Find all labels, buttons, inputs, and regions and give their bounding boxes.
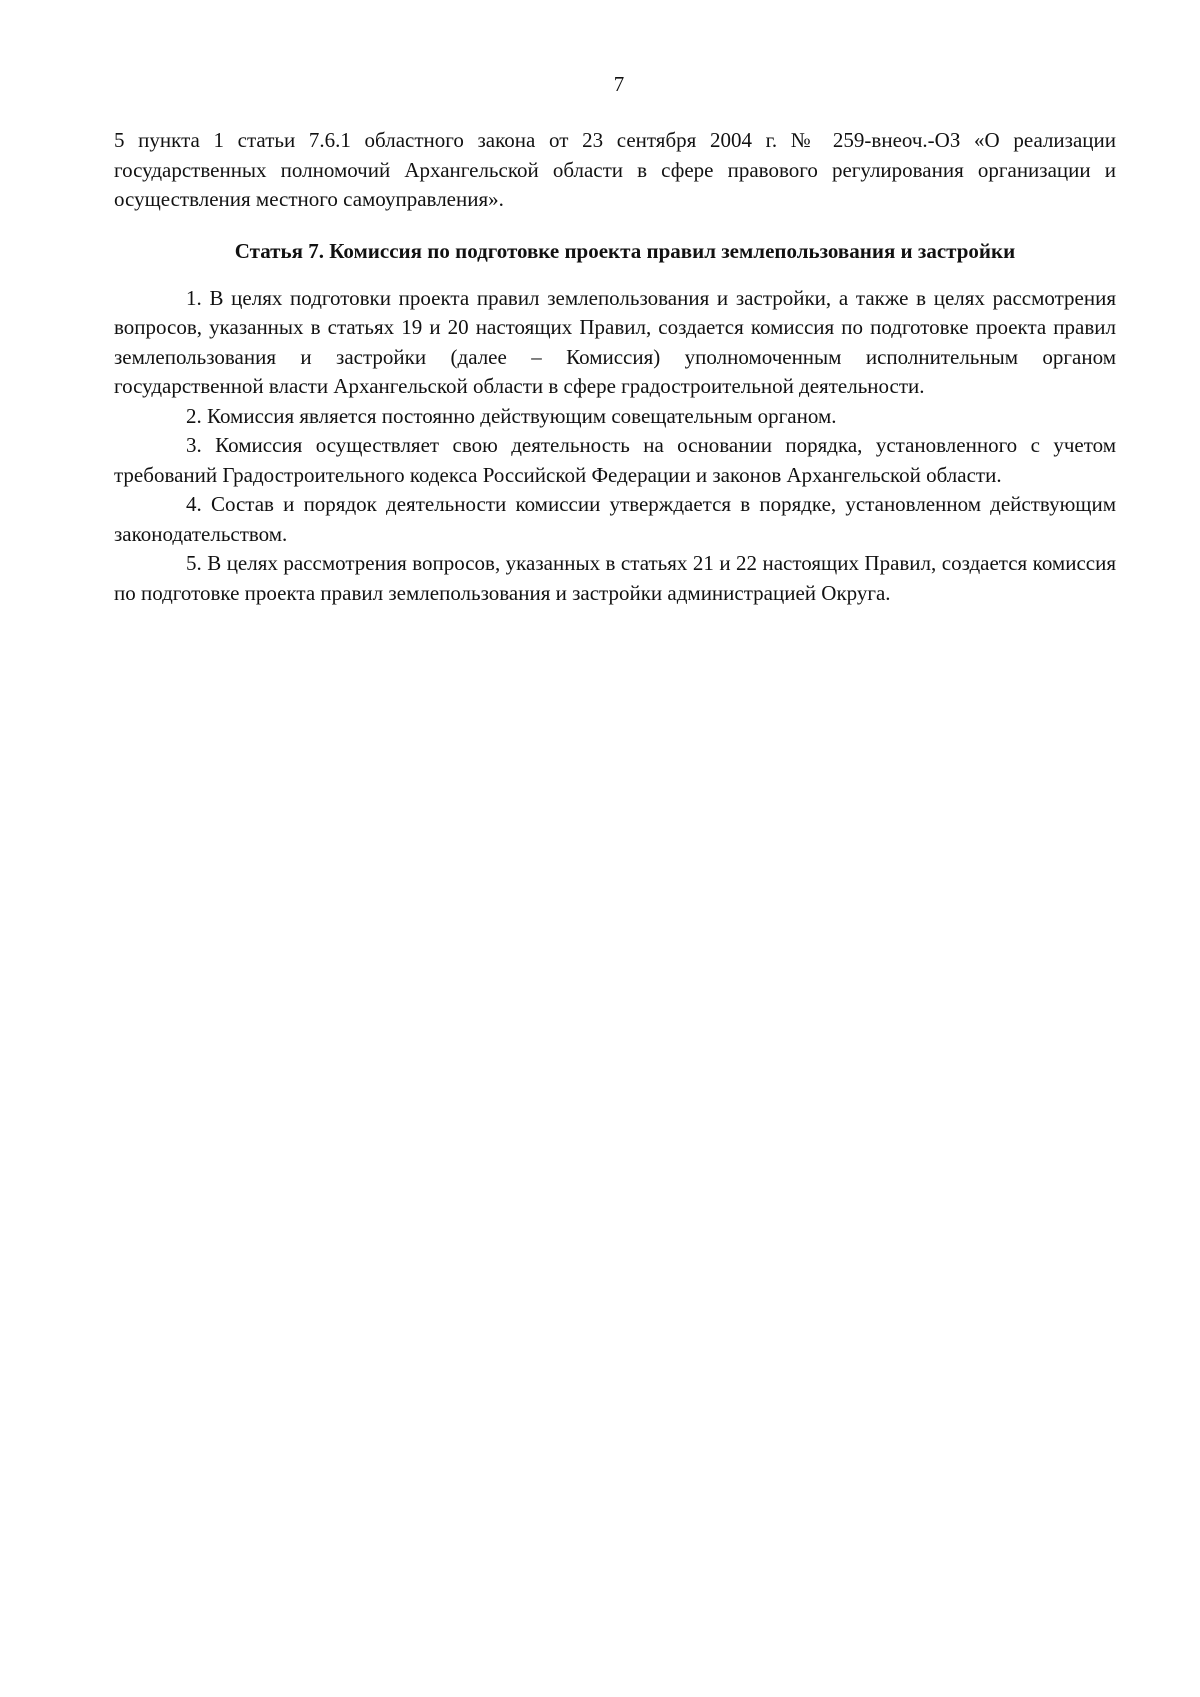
paragraph-4: 4. Состав и порядок деятельности комиссии утверждается в порядке, установленном действующим законодательством.: [114, 492, 1116, 546]
paragraph-5: 5. В целях рассмотрения вопросов, указанных в статьях 21 и 22 настоящих Правил, создается комиссия по подготовке проекта правил землепользования и застройки администрацией Округа.: [114, 551, 1116, 605]
paragraph-2: 2. Комиссия является постоянно действующим совещательным органом.: [186, 403, 837, 428]
page-number: 7: [613, 72, 625, 96]
article-title: Статья 7. Комиссия по подготовке проекта правил землепользования и застройки: [234, 238, 1016, 263]
intro-paragraph: 5 пункта 1 статьи 7.6.1 областного закона от 23 сентября 2004 г. № 259-внеоч.-ОЗ «О реализации государственных полномочий Архангельской области в сфере правового регулирования организации и осуществления местного самоуправления».: [114, 128, 1116, 211]
document-body: [114, 126, 1116, 608]
paragraph-1: 1. В целях подготовки проекта правил землепользования и застройки, а также в целях рассмотрения вопросов, указанных в статьях 19 и 20 настоящих Правил, создается комиссия по подготовке проекта правил землепользования и застройки (далее – Комиссия) уполномоченным исполнительным органом государственной власти Архангельской области в сфере градостроительной деятельности.: [114, 285, 1116, 398]
paragraph-3: 3. Комиссия осуществляет свою деятельность на основании порядка, установленного с учетом требований Градостроительного кодекса Российской Федерации и законов Архангельской области.: [114, 433, 1116, 487]
